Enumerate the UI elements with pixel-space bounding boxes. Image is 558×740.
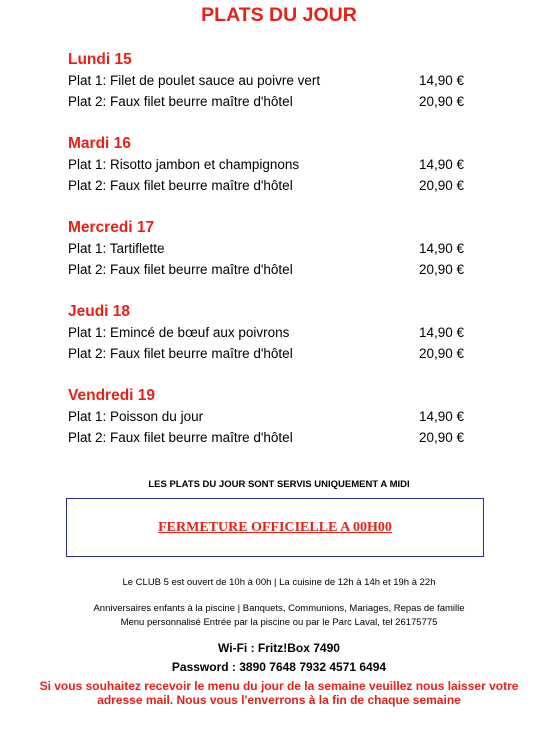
wifi-password: Password : 3890 7648 7932 4571 6494 — [171, 660, 387, 674]
dish-price: 20,90 € — [418, 430, 464, 445]
day-heading: Mercredi 17 — [68, 219, 155, 236]
email-request — [0, 679, 558, 707]
dish-price: 20,90 € — [418, 262, 464, 277]
dish-price: 20,90 € — [418, 178, 464, 193]
dish-row — [68, 175, 468, 196]
dish-row — [68, 154, 468, 175]
dish-row — [68, 238, 468, 259]
dish-row — [68, 406, 468, 427]
dish-price: 20,90 € — [418, 94, 464, 109]
dish-label: Plat 2: Faux filet beurre maître d'hôtel — [68, 430, 293, 445]
day-heading: Mardi 16 — [68, 135, 131, 152]
dish-label: Plat 1: Emincé de bœuf aux poivrons — [68, 325, 290, 340]
dish-label: Plat 1: Filet de poulet sauce au poivre vert — [68, 73, 321, 88]
dish-label: Plat 2: Faux filet beurre maître d'hôtel — [68, 262, 293, 277]
dish-price: 14,90 € — [418, 157, 464, 172]
day-block-jeudi — [68, 302, 468, 364]
dish-row — [68, 91, 468, 112]
dish-label: Plat 2: Faux filet beurre maître d'hôtel — [68, 94, 293, 109]
day-block-vendredi — [68, 386, 468, 448]
opening-hours: Le CLUB 5 est ouvert de 10h à 00h | La cuisine de 12h à 14h et 19h à 22h — [122, 577, 436, 588]
dish-row — [68, 70, 468, 91]
email-request-line: adresse mail. Nous vous l'enverrons à la fin de chaque semaine — [97, 693, 461, 707]
wifi-info: Wi-Fi : Fritz!Box 7490 — [218, 641, 340, 655]
closing-notice: FERMETURE OFFICIELLE A 00H00 — [158, 520, 392, 535]
closing-box — [66, 498, 484, 557]
dish-label: Plat 1: Tartiflette — [68, 241, 165, 256]
dish-row — [68, 322, 468, 343]
dish-price: 14,90 € — [418, 409, 464, 424]
day-heading: Jeudi 18 — [68, 303, 131, 320]
day-heading: Vendredi 19 — [68, 387, 156, 404]
dish-label: Plat 1: Poisson du jour — [68, 409, 204, 424]
day-block-lundi — [68, 50, 468, 112]
dish-price: 14,90 € — [418, 73, 464, 88]
dish-row — [68, 259, 468, 280]
events-info: Anniversaires enfants à la piscine | Banquets, Communions, Mariages, Repas de famille — [93, 603, 465, 614]
dish-row — [68, 343, 468, 364]
menu-info: Menu personnalisé Entrée par la piscine ou par le Parc Laval, tel 26175775 — [120, 617, 438, 628]
dish-price: 14,90 € — [418, 325, 464, 340]
dish-price: 14,90 € — [418, 241, 464, 256]
day-block-mercredi — [68, 218, 468, 280]
day-heading: Lundi 15 — [68, 51, 132, 68]
dish-label: Plat 1: Risotto jambon et champignons — [68, 157, 300, 172]
dish-label: Plat 2: Faux filet beurre maître d'hôtel — [68, 346, 293, 361]
dish-label: Plat 2: Faux filet beurre maître d'hôtel — [68, 178, 293, 193]
email-request-line: Si vous souhaitez recevoir le menu du jour de la semaine veuillez nous laisser votre — [39, 679, 519, 693]
page-title: PLATS DU JOUR — [201, 4, 357, 26]
day-block-mardi — [68, 134, 468, 196]
dish-price: 20,90 € — [418, 346, 464, 361]
dish-row — [68, 427, 468, 448]
midday-notice: LES PLATS DU JOUR SONT SERVIS UNIQUEMENT A MIDI — [148, 479, 410, 490]
